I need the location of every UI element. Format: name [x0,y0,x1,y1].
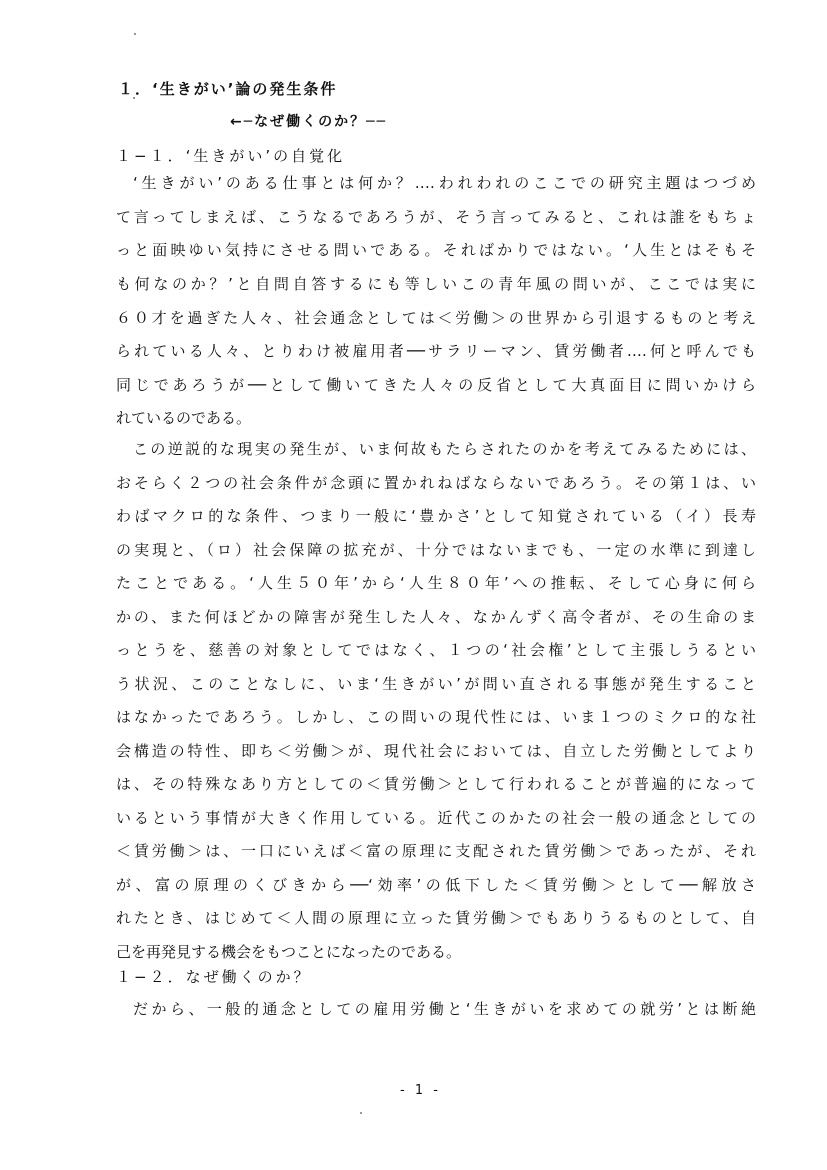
body-line: おそらく２つの社会条件が念頭に置かれねばならないであろう。その第１は、い [116,474,756,492]
body-line: う状況、このことなしに、いま‘生きがい’が問い直される事態が発生すること [116,675,756,693]
body-line: ６０才を過ぎた人々、社会通念としては＜労働＞の世界から引退するものと考え [116,309,756,327]
body-line: ＜賃労働＞は、一口にいえば＜富の原理に支配された賃労働＞であったが、それ [116,842,756,860]
body-line: はなかったであろう。しかし、この問いの現代性には、いま１つのミクロ的な社 [116,708,756,726]
body-line: だから、一般的通念としての雇用労働と‘生きがいを求めての就労’とは断絶 [133,1000,756,1018]
section-1-2-title: １−２．なぜ働くのか？ [116,968,312,986]
body-line: わばマクロ的な条件、つまり一般に‘豊かさ’として知覚されている（イ）長寿 [116,507,756,525]
scan-speck [360,1112,362,1114]
scan-speck [134,33,136,35]
body-line: は、その特殊なあり方としての＜賃労働＞として行われることが普遍的になって [116,775,756,793]
body-line: 同じであろうが──として働いてきた人々の反省として大真面目に問いかけら [116,376,756,394]
body-line: の実現と、（ロ）社会保障の拡充が、十分ではないまでも、一定の水準に到達し [116,541,756,559]
section-1-1-title: １−１．‘生きがい’の自覚化 [116,147,346,165]
body-line: この逆説的な現実の発生が、いま何故もたらされたのかを考えてみるためには、 [133,440,756,458]
body-line: いるという事情が大きく作用している。近代このかたの社会一般の通念としての [116,809,756,827]
body-line: れているのである。 [116,409,252,427]
body-line: て言ってしまえば、こうなるであろうが、そう言ってみると、これは誰をもちょ [116,208,756,226]
body-line: れたとき、はじめて＜人間の原理に立った賃労働＞でもありうるものとして、自 [116,909,756,927]
body-line: かの、また何ほどかの障害が発生した人々、なかんずく高令者が、その生命のま [116,608,756,626]
body-line: っとうを、慈善の対象としてではなく、１つの‘社会権’として主張しうるとい [116,641,756,659]
chapter-heading: １．‘生きがい’論の発生条件 [118,80,338,98]
body-line: 己を再発見する機会をもつことになったのである。 [116,943,462,961]
body-line: たことである。‘人生５０年’から‘人生８０年’への推転、そして心身に何ら [116,574,756,592]
body-line: られている人々、とりわけ被雇用者──サラリーマン、賃労働者‥‥何と呼んでも [116,342,756,360]
body-line: 会構造の特性、即ち＜労働＞が、現代社会においては、自立した労働としてより [116,742,756,760]
page-number: - 1 - [400,1083,441,1098]
body-line: も何なのか？’と自問自答するにも等しいこの青年風の問いが、ここでは実に [116,275,756,293]
chapter-subheading: ←─なぜ働くのか？── [230,114,388,130]
body-line: ‘生きがい’のある仕事とは何か？‥‥われわれのここでの研究主題はつづめ [133,174,756,192]
body-line: が、富の原理のくびきから──‘効率’の低下した＜賃労働＞として──解放さ [116,876,756,894]
body-line: っと面映ゆい気持にさせる問いである。そればかりではない。‘人生とはそもそ [116,241,756,259]
